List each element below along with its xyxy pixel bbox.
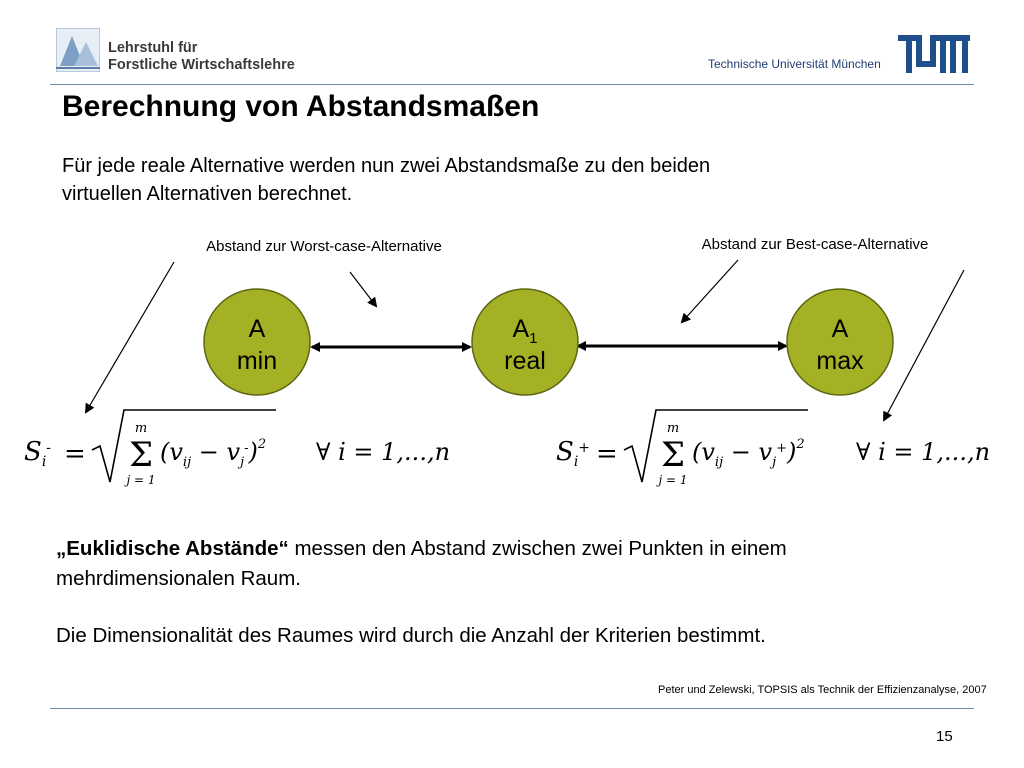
formula-right-sum-top: m	[666, 421, 680, 436]
formula-right-close: )	[787, 438, 797, 466]
intro-line2: virtuellen Alternativen berechnet.	[62, 183, 353, 205]
formula-worst-case	[24, 410, 450, 487]
formula-left-term	[160, 437, 266, 470]
formula-right-sigma: Σ	[660, 435, 686, 475]
node-a-real	[472, 289, 578, 395]
slide-title: Berechnung von Abstandsmaßen	[62, 90, 540, 123]
chair-name-line2: Forstliche Wirtschaftslehre	[108, 57, 295, 73]
node-a-real-sub: 1	[529, 330, 538, 347]
formula-right-s-sub: i	[573, 454, 579, 470]
dimensionality-paragraph: Die Dimensionalität des Raumes wird durch die Anzahl der Kriterien bestimmt.	[56, 624, 766, 647]
formula-right-s: S	[556, 437, 574, 467]
formula-best-case	[556, 410, 990, 487]
formula-left-close: )	[248, 438, 258, 466]
formula-left-vj-sup: -	[244, 441, 249, 456]
euclidean-line1	[56, 534, 787, 564]
formula-left-sum-bottom: j = 1	[126, 473, 156, 487]
node-a-real-line2: real	[504, 347, 546, 375]
euclidean-rest: messen den Abstand zwischen zwei Punkten in einem	[288, 537, 787, 560]
page-number: 15	[936, 728, 953, 745]
node-a-max-line2: max	[816, 347, 864, 375]
euclidean-term: „Euklidische Abstände“	[56, 537, 289, 560]
chair-name-line1: Lehrstuhl für	[108, 40, 198, 56]
university-name: Technische Universität München	[708, 57, 881, 71]
formula-left-power: 2	[257, 437, 267, 452]
formula-left-forall: ∀ i = 1,...,n	[316, 438, 451, 466]
formula-left-lhs	[24, 437, 51, 470]
formula-left-vj-sub: j	[240, 455, 245, 470]
arrow-worst-to-formula	[86, 262, 174, 412]
formula-left-s-sup: -	[46, 440, 52, 456]
formula-right-power: 2	[796, 437, 805, 452]
intro-line1: Für jede reale Alternative werden nun zwei Abstandsmaße zu den beiden	[62, 155, 711, 177]
formula-right-s-sup: +	[578, 440, 591, 456]
formula-left-equals: =	[64, 439, 86, 469]
formula-right-v-sub: ij	[714, 455, 724, 470]
citation: Peter und Zelewski, TOPSIS als Technik der Effizienzanalyse, 2007	[658, 684, 987, 696]
formula-right-term	[692, 437, 805, 470]
formula-right-lhs	[556, 437, 590, 470]
formula-right-minus: − v	[723, 438, 773, 466]
formula-left-sigma: Σ	[128, 435, 154, 475]
arrow-best-to-link	[682, 260, 738, 322]
footer-divider	[50, 708, 974, 709]
formula-left-minus: − v	[191, 438, 241, 466]
formula-right-vj-sup: +	[776, 441, 787, 456]
node-a-min	[204, 289, 310, 395]
euclidean-line2: mehrdimensionalen Raum.	[56, 567, 301, 590]
euclidean-paragraph	[56, 534, 787, 594]
node-a-min-line1: A	[248, 315, 266, 343]
arrow-worst-to-link	[350, 272, 376, 306]
node-a-min-line2: min	[236, 347, 278, 375]
formula-left-s-sub: i	[41, 454, 47, 470]
formula-right-vj-sub: j	[772, 455, 777, 470]
node-a-max	[787, 289, 893, 395]
formula-right-forall: ∀ i = 1,...,n	[856, 438, 991, 466]
formula-left-v-sub: ij	[182, 455, 192, 470]
formula-right-equals: =	[596, 439, 618, 469]
formula-right-sum-bottom: j = 1	[658, 473, 688, 487]
label-best-case: Abstand zur Best-case-Alternative	[701, 236, 929, 253]
node-a-max-line1: A	[831, 315, 849, 343]
arrow-best-to-formula	[884, 270, 964, 420]
formula-left-v: (v	[160, 438, 183, 466]
label-worst-case: Abstand zur Worst-case-Alternative	[206, 238, 442, 255]
formula-left-sum-top: m	[134, 421, 148, 436]
formula-left-s: S	[24, 437, 42, 467]
node-a-real-line1: A	[512, 315, 530, 343]
formula-right-v: (v	[692, 438, 715, 466]
